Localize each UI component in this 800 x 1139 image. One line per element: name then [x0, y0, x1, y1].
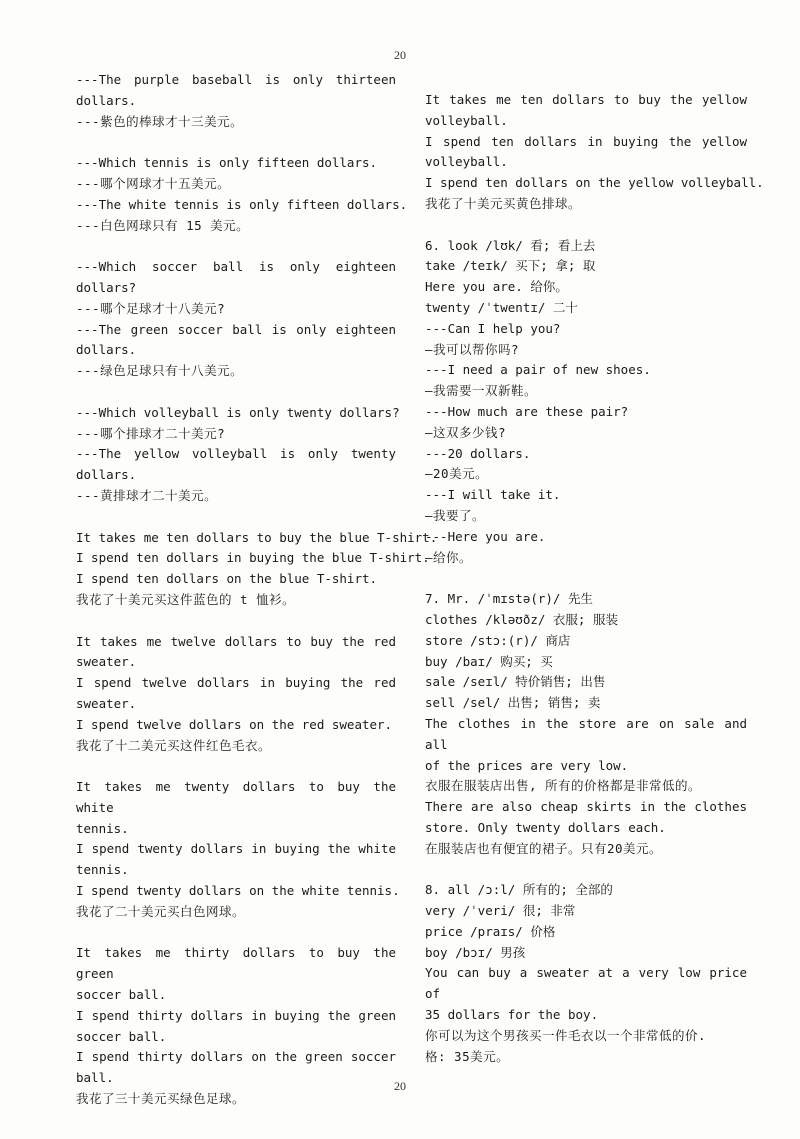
paragraph-spacer — [76, 923, 396, 944]
text-line: ---20 dollars. — [425, 445, 531, 461]
text-line: soccer ball. — [76, 1028, 167, 1044]
paragraph-spacer — [76, 756, 396, 777]
text-line: ---哪个足球才十八美元? — [76, 300, 226, 316]
text-line: 我花了十美元买这件蓝色的 t 恤衫。 — [76, 591, 296, 607]
text-line: It takes me ten dollars to buy the blue T-shirt. — [76, 529, 438, 545]
text-line: It takes me twelve dollars to buy the red — [76, 633, 396, 649]
text-line: 8. all /ɔ:l/ 所有的; 全部的 — [425, 882, 613, 898]
paragraph-spacer — [76, 507, 396, 528]
text-line: twenty /ˈtwentɪ/ 二十 — [425, 299, 578, 315]
text-line: —20美元。 — [425, 466, 489, 482]
text-line: of the prices are very low. — [425, 757, 629, 773]
text-line: ---The green soccer ball is only eighteen — [76, 321, 396, 337]
text-line: ---哪个排球才二十美元? — [76, 425, 226, 441]
text-line: I spend ten dollars in buying the blue T-shirt. — [76, 550, 430, 566]
text-line: 6. look /lʊk/ 看; 看上去 — [425, 237, 596, 253]
text-line: It takes me twenty dollars to buy the white — [76, 779, 396, 815]
text-line: store /stɔ:(r)/ 商店 — [425, 632, 571, 648]
text-line: —这双多少钱? — [425, 424, 507, 440]
paragraph-spacer — [425, 859, 747, 880]
text-line: ---哪个网球才十五美元。 — [76, 175, 231, 191]
text-line: It takes me ten dollars to buy the yellow — [425, 92, 747, 107]
text-line: I spend twelve dollars in buying the red — [76, 675, 396, 691]
text-line: ---Which volleyball is only twenty dollars? — [76, 404, 400, 420]
text-line: 我花了十美元买黄色排球。 — [425, 195, 582, 211]
text-line: dollars? — [76, 279, 137, 295]
text-line: 我花了十二美元买这件红色毛衣。 — [76, 737, 272, 753]
text-line: —我可以帮你吗? — [425, 341, 520, 357]
text-line: boy /bɔɪ/ 男孩 — [425, 944, 526, 960]
paragraph-spacer — [76, 132, 396, 153]
text-line: sale /seɪl/ 特价销售; 出售 — [425, 674, 606, 690]
text-line: price /praɪs/ 价格 — [425, 923, 556, 939]
text-line: dollars. — [76, 342, 137, 358]
text-line: dollars. — [76, 467, 137, 483]
text-line: dollars. — [76, 92, 137, 108]
text-line: ---Which soccer ball is only eighteen — [76, 259, 396, 275]
text-line: ---Can I help you? — [425, 320, 561, 336]
text-line: 我花了二十美元买白色网球。 — [76, 903, 246, 919]
text-line: sweater. — [76, 695, 137, 711]
paragraph-spacer — [76, 382, 396, 403]
text-line: sweater. — [76, 654, 137, 670]
text-line: —给你。 — [425, 549, 473, 565]
text-line: 我花了三十美元买绿色足球。 — [76, 1091, 246, 1107]
text-line: ---The purple baseball is only thirteen — [76, 72, 396, 87]
text-line: store. Only twenty dollars each. — [425, 819, 666, 835]
text-line: —我需要一双新鞋。 — [425, 383, 538, 399]
text-line: buy /baɪ/ 购买; 买 — [425, 653, 553, 669]
text-line: volleyball. — [425, 112, 508, 128]
paragraph-spacer — [76, 236, 396, 257]
text-line: The clothes in the store are on sale and all — [425, 715, 747, 752]
text-line: take /teɪk/ 买下; 拿; 取 — [425, 258, 596, 274]
text-line: ---Which tennis is only fifteen dollars. — [76, 155, 378, 171]
text-line: I spend thirty dollars in buying the green — [76, 1007, 396, 1023]
text-line: sell /sel/ 出售; 销售; 卖 — [425, 695, 601, 711]
text-line: 在服装店也有便宜的裙子。只有20美元。 — [425, 840, 663, 856]
text-line: There are also cheap skirts in the clothes — [425, 799, 747, 815]
text-line: 你可以为这个男孩买一件毛衣以一个非常低的价. — [425, 1027, 707, 1043]
paragraph-spacer — [425, 568, 747, 589]
text-line: ball. — [76, 1070, 114, 1086]
text-line: ---I need a pair of new shoes. — [425, 362, 651, 378]
text-line: ---The yellow volleyball is only twenty — [76, 446, 396, 462]
text-line: ---The white tennis is only fifteen dollars. — [76, 196, 408, 212]
text-line: I spend ten dollars on the yellow volleyball. — [425, 175, 764, 191]
text-line: 格: 35美元。 — [425, 1048, 510, 1064]
text-line: I spend twenty dollars on the white tennis. — [76, 883, 400, 899]
text-line: soccer ball. — [76, 987, 167, 1003]
page-number-bottom: 20 — [394, 1079, 406, 1093]
page-number-top: 20 — [394, 48, 406, 62]
paragraph-spacer — [425, 215, 747, 236]
text-line: ---白色网球只有 15 美元。 — [76, 217, 250, 233]
right-column — [425, 90, 764, 1067]
text-line: 衣服在服装店出售, 所有的价格都是非常低的。 — [425, 778, 702, 794]
text-line: tennis. — [76, 820, 129, 836]
text-line: 7. Mr. /ˈmɪstə(r)/ 先生 — [425, 591, 593, 607]
text-line: ---How much are these pair? — [425, 403, 629, 419]
paragraph-spacer — [76, 611, 396, 632]
text-line: ---绿色足球只有十八美元。 — [76, 363, 244, 379]
text-line: You can buy a sweater at a very low price of — [425, 965, 747, 1002]
text-line: very /ˈveri/ 很; 非常 — [425, 903, 576, 919]
text-line: tennis. — [76, 862, 129, 878]
text-line: ---紫色的棒球才十三美元。 — [76, 113, 244, 129]
text-line: I spend twenty dollars in buying the white — [76, 841, 396, 857]
text-line: It takes me thirty dollars to buy the green — [76, 945, 396, 982]
text-line: ---黄排球才二十美元。 — [76, 487, 218, 503]
text-line: clothes /kləʊðz/ 衣服; 服装 — [425, 611, 618, 627]
text-line: I spend thirty dollars on the green soccer — [76, 1049, 396, 1065]
text-line: I spend ten dollars in buying the yellow — [425, 133, 747, 149]
text-line: 35 dollars for the boy. — [425, 1007, 599, 1023]
text-line: —我要了。 — [425, 507, 486, 523]
text-line: Here you are. 给你。 — [425, 279, 568, 295]
text-line: I spend twelve dollars on the red sweater. — [76, 716, 393, 732]
text-line: volleyball. — [425, 154, 508, 170]
text-line: ---I will take it. — [425, 487, 561, 503]
text-line: ---Here you are. — [425, 528, 546, 544]
text-line: I spend ten dollars on the blue T-shirt. — [76, 571, 378, 587]
